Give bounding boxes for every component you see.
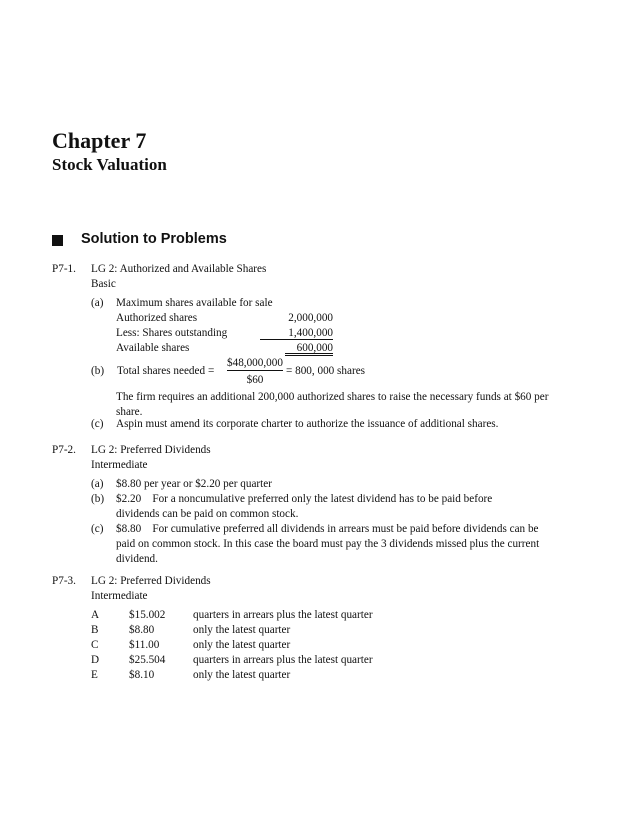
row-label: Authorized shares: [116, 312, 198, 324]
table-cell-amount: $11.00: [129, 639, 160, 651]
table-cell-case: A: [91, 609, 100, 621]
equation-equals: =: [208, 365, 215, 377]
chapter-subtitle: Stock Valuation: [52, 155, 167, 174]
table-cell-amount: $8.80: [129, 624, 155, 636]
row-value: 1,400,000: [260, 326, 333, 340]
part-label: (c): [91, 523, 104, 535]
equation-result: = 800, 000 shares: [286, 365, 366, 377]
problem-heading: LG 2: Preferred Dividends: [91, 575, 211, 587]
table-cell-note: quarters in arrears plus the latest quarter: [193, 609, 373, 621]
part-label: (b): [91, 365, 105, 377]
part-label: (a): [91, 478, 104, 490]
chapter-title: Chapter 7: [52, 128, 147, 153]
problem-level: Intermediate: [91, 459, 148, 471]
fraction-denominator: $60: [246, 374, 264, 386]
problem-number: P7-3.: [52, 575, 76, 587]
table-cell-note: only the latest quarter: [193, 639, 291, 651]
problem-level: Intermediate: [91, 590, 148, 602]
problem-number: P7-1.: [52, 263, 76, 275]
part-label: (b): [91, 493, 105, 505]
part-label: (c): [91, 418, 104, 430]
table-cell-note: only the latest quarter: [193, 624, 291, 636]
part-text: Maximum shares available for sale: [116, 297, 273, 309]
fraction-bar: [227, 370, 283, 371]
table-cell-amount: $15.002: [129, 609, 166, 621]
problem-level: Basic: [91, 278, 116, 290]
fraction-numerator: $48,000,000: [227, 357, 283, 369]
part-text: $8.80 per year or $2.20 per quarter: [116, 478, 272, 490]
row-value: 2,000,000: [288, 312, 333, 324]
problem-heading: LG 2: Preferred Dividends: [91, 444, 211, 456]
table-cell-case: C: [91, 639, 99, 651]
part-text: $8.80 For cumulative preferred all dividends in arrears must be paid before dividends can be paid on common stock. In this case the board must pay the 3 dividends missed plus the current dividend.: [116, 523, 542, 565]
table-cell-case: B: [91, 624, 99, 636]
table-cell-case: D: [91, 654, 100, 666]
row-value: 600,000: [285, 341, 333, 356]
equation-prefix: Total shares needed: [117, 365, 206, 377]
problem-number: P7-2.: [52, 444, 76, 456]
section-title: Solution to Problems: [81, 231, 227, 247]
table-cell-note: only the latest quarter: [193, 669, 291, 681]
problem-heading: LG 2: Authorized and Available Shares: [91, 263, 267, 275]
table-cell-amount: $25.504: [129, 654, 166, 666]
part-text: $2.20 For a noncumulative preferred only the latest dividend has to be paid before dividends can be paid on common stock.: [116, 493, 496, 520]
part-label: (a): [91, 297, 104, 309]
part-text: The firm requires an additional 200,000 authorized shares to raise the necessary funds at $60 per share.: [116, 391, 549, 418]
part-text: Aspin must amend its corporate charter to authorize the issuance of additional shares.: [116, 418, 499, 430]
table-cell-case: E: [91, 669, 98, 681]
table-cell-amount: $8.10: [129, 669, 155, 681]
section-bullet-icon: [52, 235, 63, 246]
table-cell-note: quarters in arrears plus the latest quarter: [193, 654, 373, 666]
row-label: Less: Shares outstanding: [116, 327, 228, 339]
row-label: Available shares: [116, 342, 190, 354]
